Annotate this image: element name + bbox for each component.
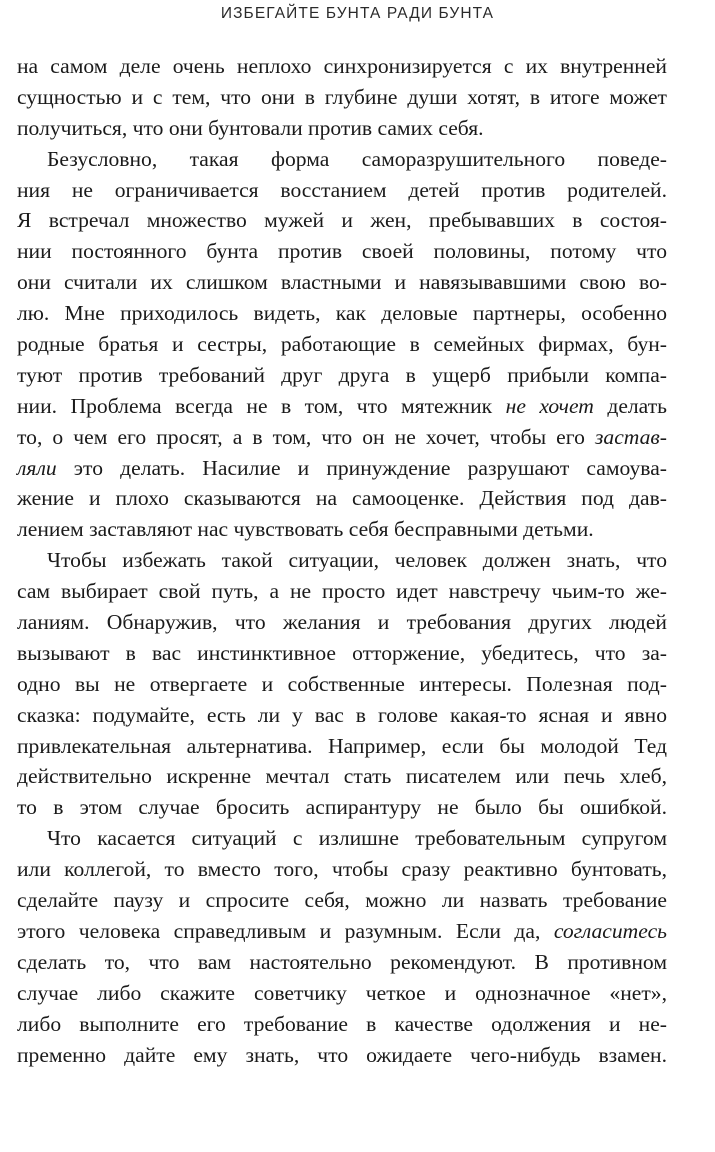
text-line: ланиям. Обнаружив, что желания и требования других людей [17, 610, 667, 635]
text-line: сам выбирает свой путь, а не просто идет навстречу чьим-то же- [17, 579, 667, 604]
emphasis-text: ляли [17, 455, 57, 480]
emphasis-text: не хочет [505, 393, 594, 418]
text-line: нии. Проблема всегда не в том, что мятежник не хочет делать [17, 393, 667, 418]
text-line: Я встречал множество мужей и жен, пребывавших в состоя- [17, 208, 667, 233]
text-line: они считали их слишком властными и навязывавшими свою во- [17, 270, 667, 295]
text-line: пременно дайте ему знать, что ожидаете чего-нибудь взамен. [17, 1042, 667, 1067]
text-line: действительно искренне мечтал стать писателем или печь хлеб, [17, 764, 667, 789]
paragraph-end-line: получиться, что они бунтовали против самих себя. [17, 115, 484, 140]
text-line: одно вы не отвергаете и собственные интересы. Полезная под- [17, 671, 667, 696]
body-text [17, 51, 667, 1070]
text-line: жение и плохо сказываются на самооценке. Действия под дав- [17, 486, 667, 511]
text-line: туют против требований друг друга в ущерб прибыли компа- [17, 362, 667, 387]
text-line: вызывают в вас инстинктивное отторжение, убедитесь, что за- [17, 640, 667, 665]
text-line: нии постоянного бунта против своей половины, потому что [17, 239, 667, 264]
text-line: ния не ограничивается восстанием детей против родителей. [17, 177, 667, 202]
text-line: привлекательная альтернатива. Например, если бы молодой Тед [17, 733, 667, 758]
text-line: родные братья и сестры, работающие в семейных фирмах, бун- [17, 332, 667, 357]
paragraph-end-line: то в этом случае бросить аспирантуру не было бы ошибкой. [17, 795, 667, 820]
text-line: сказка: подумайте, есть ли у вас в голове какая-то ясная и явно [17, 702, 667, 727]
text-line: или коллегой, то вместо того, чтобы сразу реактивно бунтовать, [17, 857, 667, 882]
text-line: ляли это делать. Насилие и принуждение разрушают самоува- [17, 455, 667, 480]
text-line: сделайте паузу и спросите себя, можно ли назвать требование [17, 888, 667, 913]
paragraph-start-line: Безусловно, такая форма саморазрушительного поведе- [47, 146, 667, 171]
text-line: сущностью и с тем, что они в глубине души хотят, в итоге может [17, 84, 667, 109]
text-line: на самом деле очень неплохо синхронизируется с их внутренней [17, 54, 667, 78]
text-line: то, о чем его просят, а в том, что он не хочет, чтобы его застав- [17, 424, 667, 449]
text-line: этого человека справедливым и разумным. Если да, согласитесь [17, 918, 667, 943]
running-header: ИЗБЕГАЙТЕ БУНТА РАДИ БУНТА [220, 5, 495, 22]
paragraph-end-line: лением заставляют нас чувствовать себя бесправными детьми. [17, 517, 594, 542]
text-line: лю. Мне приходилось видеть, как деловые партнеры, особенно [17, 301, 667, 326]
emphasis-text: застав- [594, 424, 667, 449]
text-line: либо выполните его требование в качестве одолжения и не- [17, 1011, 667, 1036]
text-line: случае либо скажите советчику четкое и однозначное «нет», [17, 980, 667, 1005]
emphasis-text: согласитесь [553, 918, 667, 943]
paragraph-start-line: Чтобы избежать такой ситуации, человек должен знать, что [47, 548, 667, 573]
text-line: сделать то, что вам настоятельно рекомендуют. В противном [17, 949, 667, 974]
paragraph-start-line: Что касается ситуаций с излишне требовательным супругом [47, 826, 667, 851]
